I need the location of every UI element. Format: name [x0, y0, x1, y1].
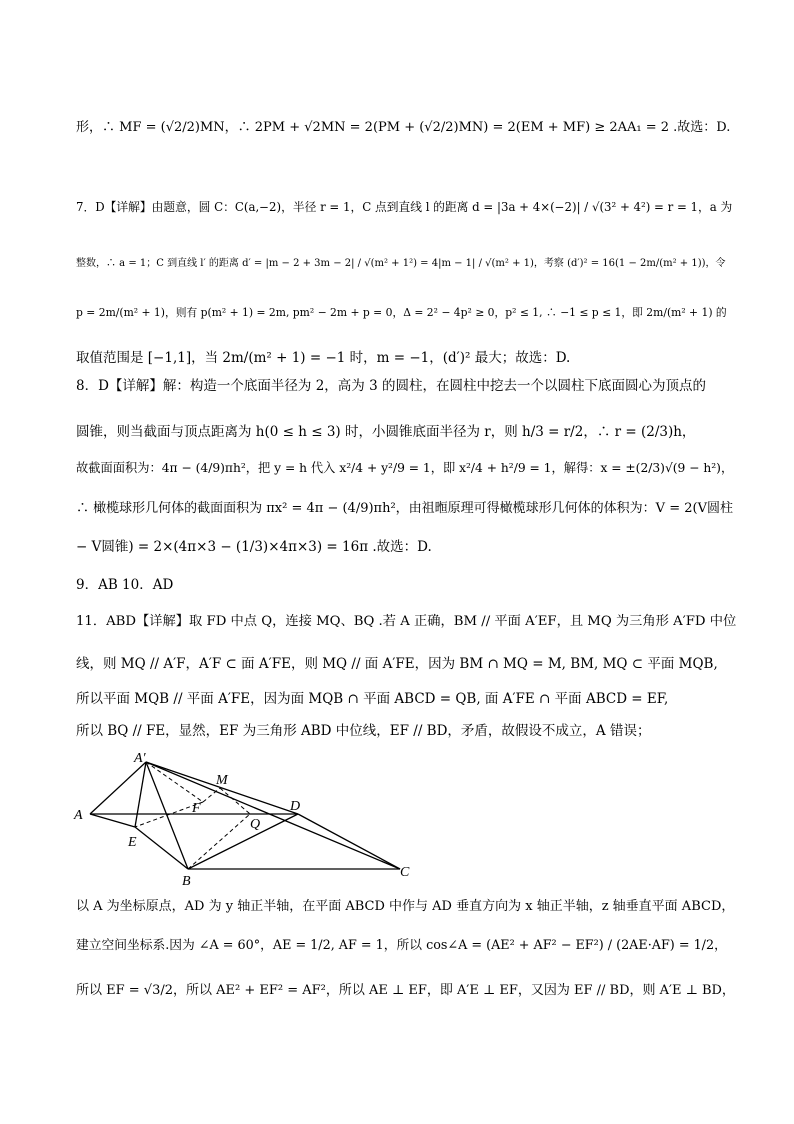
label-q: Q — [250, 817, 261, 832]
label-e: E — [128, 835, 137, 850]
text-line-18: 所以 EF = √3/2，所以 AE² + EF² = AF²，所以 AE ⊥ EF，即 A′E ⊥ EF，又因为 EF // BD，则 A′E ⊥ BD， — [76, 983, 735, 998]
text-line-16: 以 A 为坐标原点，AD 为 y 轴正半轴，在平面 ABCD 中作与 AD 垂直方向为 x 轴正半轴，z 轴垂直平面 ABCD， — [76, 899, 735, 914]
geometry-figure — [70, 752, 430, 887]
edge-ap-e — [135, 762, 146, 827]
edge-b-d — [188, 814, 298, 869]
text-line-9: ∴ 橄榄球形几何体的截面面积为 πx² = 4π − (4/9)πh²，由祖暅原理可得橄榄球形几何体的体积为：V = 2(V圆柱 — [76, 501, 733, 516]
dash-b-q — [188, 814, 250, 869]
text-line-5: 取值范围是 [−1,1]，当 2m/(m² + 1) = −1 时，m = −1，(d′)² 最大；故选：D. — [76, 350, 571, 366]
text-line-8: 故截面面积为：4π − (4/9)πh²，把 y = h 代入 x²/4 + y²/9 = 1，即 x²/4 + h²/9 = 1，解得：x = ±(2/3)√(9 − h²)， — [76, 461, 734, 475]
edge-ap-c — [146, 762, 400, 869]
text-line-15: 所以 BQ // FE，显然，EF 为三角形 ABD 中位线，EF // BD，矛盾，故假设不成立，A 错误； — [76, 723, 651, 739]
text-line-1: 形，∴ MF = (√2/2)MN，∴ 2PM + √2MN = 2(PM + (√2/2)MN) = 2(EM + MF) ≥ 2AA₁ = 2 .故选：D. — [76, 120, 731, 135]
edge-d-c — [298, 814, 400, 869]
text-line-4: p = 2m/(m² + 1)，则有 p(m² + 1) = 2m, pm² − 2m + p = 0，Δ = 2² − 4p² ≥ 0，p² ≤ 1, ∴ −1 ≤ p ≤ 1，即 2m/(m² + 1) 的 — [76, 306, 727, 319]
text-line-13: 线，则 MQ // A′F，A′F ⊂ 面 A′FE，则 MQ // 面 A′FE，因为 BM ∩ MQ = M, BM, MQ ⊂ 平面 MQB, — [76, 656, 718, 672]
answers-9-10: 9．AB 10．AD — [76, 577, 174, 593]
edge-ap-d — [146, 762, 301, 814]
edge-ap-a — [90, 762, 146, 814]
label-m: M — [216, 773, 228, 788]
text-line-14: 所以平面 MQB // 平面 A′FE，因为面 MQB ∩ 平面 ABCD = QB, 面 A′FE ∩ 平面 ABCD = EF, — [76, 691, 669, 707]
label-a: A — [74, 808, 83, 823]
text-line-10: − V圆锥) = 2×(4π×3 − (1/3)×4π×3) = 16π .故选：D. — [76, 539, 432, 555]
label-b: B — [182, 874, 191, 887]
text-line-6: 8．D【详解】解：构造一个底面半径为 2，高为 3 的圆柱，在圆柱中挖去一个以圆柱下底面圆心为顶点的 — [76, 378, 706, 394]
text-line-17: 建立空间坐标系.因为 ∠A = 60°，AE = 1/2, AF = 1，所以 cos∠A = (AE² + AF² − EF²) / (2AE·AF) = 1/2， — [76, 938, 727, 953]
text-line-7: 圆锥，则当截面与顶点距离为 h(0 ≤ h ≤ 3) 时，小圆锥底面半径为 r，则 h/3 = r/2，∴ r = (2/3)h， — [76, 424, 696, 440]
text-line-3: 整数，∴ a = 1；C 到直线 l′ 的距离 d′ = |m − 2 + 3m − 2| / √(m² + 1²) = 4|m − 1| / √(m² + 1)，考察 (d′)² = 16(1 − 2m/(m² + 1))，令 — [76, 258, 726, 269]
label-f: F — [192, 801, 201, 816]
label-c: C — [400, 865, 410, 880]
label-a-prime: A′ — [134, 752, 146, 766]
text-line-2: 7．D【详解】由题意，圆 C：C(a,−2)，半径 r = 1，C 点到直线 l 的距离 d = |3a + 4×(−2)| / √(3² + 4²) = r = 1，a 为 — [76, 200, 733, 214]
edge-a-e — [90, 814, 135, 827]
label-d: D — [290, 799, 301, 814]
text-line-12: 11．ABD【详解】取 FD 中点 Q，连接 MQ、BQ .若 A 正确，BM // 平面 A′EF，且 MQ 为三角形 A′FD 中位 — [76, 614, 737, 629]
